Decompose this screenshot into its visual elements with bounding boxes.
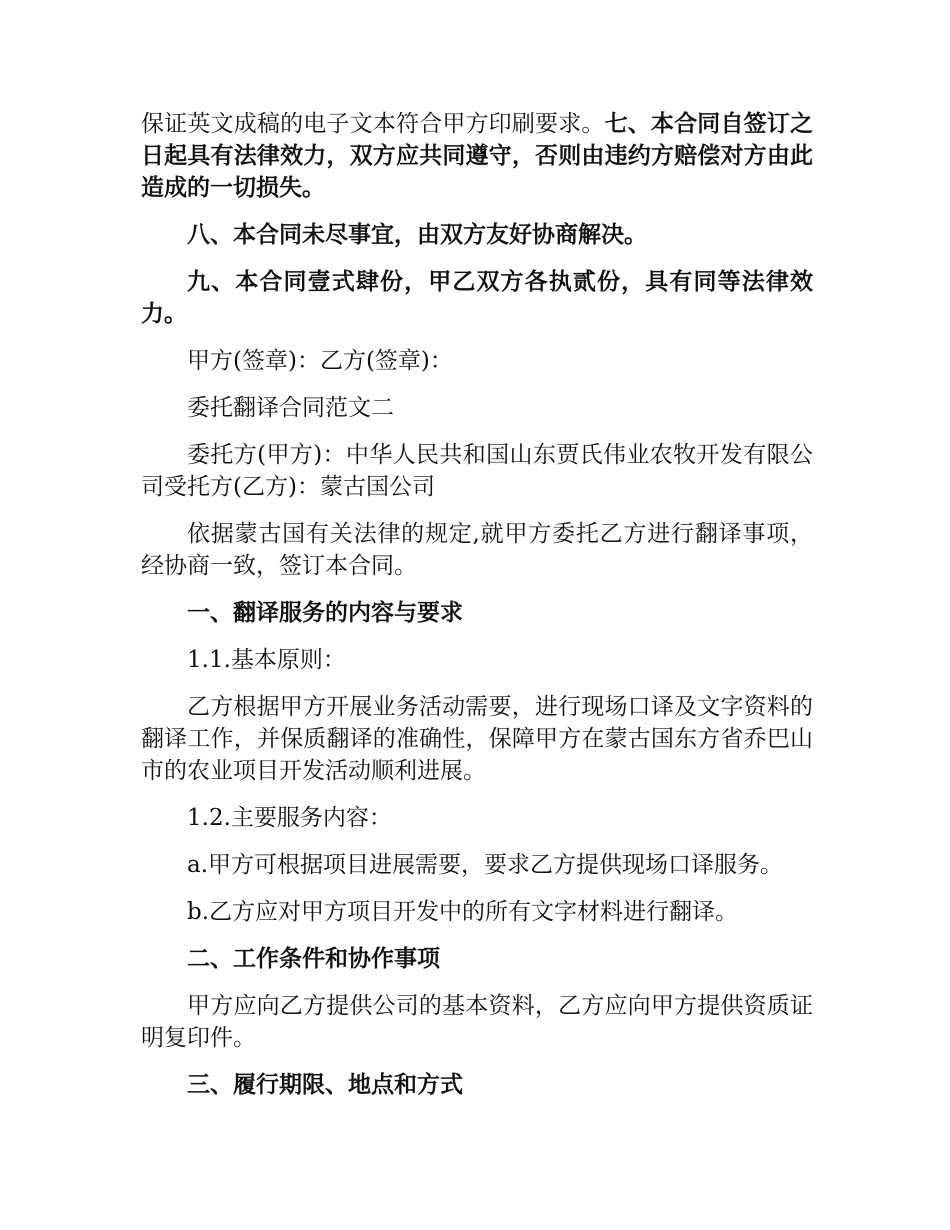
section-title-sample-two: 委托翻译合同范文二: [187, 395, 394, 421]
clause-8: 八、本合同未尽事宜，由双方友好协商解决。: [187, 221, 647, 248]
heading-service-content: 一、翻译服务的内容与要求: [187, 599, 463, 626]
service-item-a: a.甲方可根据项目进展需要，要求乙方提供现场口译服务。: [187, 852, 784, 878]
heading-working-conditions: 二、工作条件和协作事项: [187, 945, 440, 972]
paragraph-text: 保证英文成稿的电子文本符合甲方印刷要求。: [141, 111, 605, 137]
signature-line: 甲方(签章)：乙方(签章)：: [187, 348, 453, 374]
basic-principles-paragraph: 乙方根据甲方开展业务活动需要，进行现场口译及文字资料的翻译工作，并保质翻译的准确性，保障甲方在蒙古国东方省乔巴山市的农业项目开发活动顺利进展。: [141, 694, 813, 784]
preamble-paragraph: 依据蒙古国有关法律的规定,就甲方委托乙方进行翻译事项，经协商一致，签订本合同。: [141, 521, 813, 579]
heading-performance-terms: 三、履行期限、地点和方式: [187, 1071, 463, 1098]
parties-paragraph: 委托方(甲方)：中华人民共和国山东贾氏伟业农牧开发有限公司受托方(乙方)：蒙古国公司: [141, 442, 813, 500]
clause-7-text: 七、本合同自签订之日起具有法律效力，双方应共同遵守，否则由违约方赔偿对方由此造成的一切损失。: [141, 110, 814, 201]
service-item-b: b.乙方应对甲方项目开发中的所有文字材料进行翻译。: [187, 899, 739, 925]
subheading-basic-principles: 1.1.基本原则：: [187, 647, 346, 673]
subheading-main-services: 1.2.主要服务内容：: [187, 805, 392, 831]
paragraph-continuation: [141, 108, 813, 204]
clause-9: 九、本合同壹式肆份，甲乙双方各执贰份，具有同等法律效力。: [141, 268, 813, 327]
document-page: [141, 108, 813, 1116]
working-conditions-paragraph: 甲方应向乙方提供公司的基本资料，乙方应向甲方提供资质证明复印件。: [141, 993, 813, 1051]
